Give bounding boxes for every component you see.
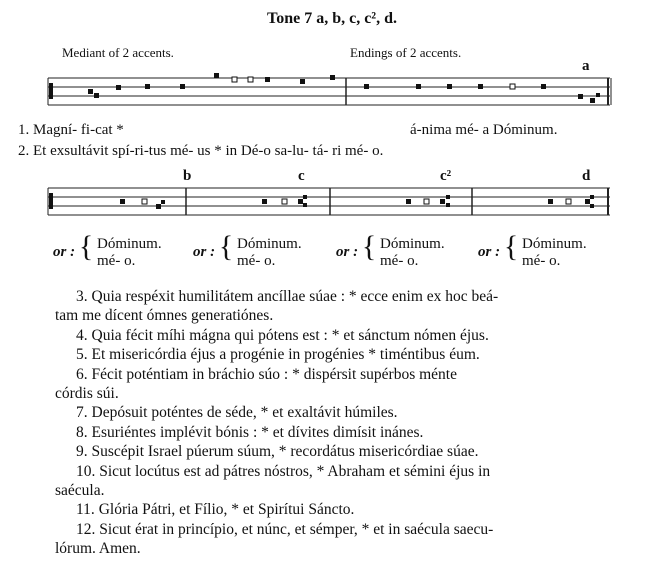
brace-icon: { — [503, 230, 519, 263]
verse-line — [55, 385, 119, 403]
mediant-caption: Mediant of 2 accents. — [62, 45, 174, 60]
verse-line — [76, 346, 480, 364]
ending-label-a: a — [582, 58, 590, 74]
verse-number: 8. — [76, 423, 92, 441]
verse-number: 10. — [76, 462, 100, 480]
verse-line — [76, 327, 489, 345]
verse-text: Depósuit poténtes de séde, * et exaltávit húmiles. — [91, 404, 398, 422]
verse-text: córdis súi. — [55, 385, 119, 402]
verse-text: Quia fécit míhi mágna qui pótens est : * et sánctum nómen éjus. — [91, 326, 489, 344]
brace-icon: { — [361, 230, 377, 263]
verse-number: 12. — [76, 520, 100, 538]
or-label: or : — [336, 244, 359, 260]
verse-number: 6. — [76, 365, 92, 383]
verse-line — [76, 424, 423, 442]
or-label: or : — [53, 244, 76, 260]
ending-bottom: mé- o. — [97, 252, 136, 269]
ending-bottom: mé- o. — [380, 252, 419, 269]
verse-number: 4. — [76, 326, 92, 344]
ending-bottom: mé- o. — [237, 252, 276, 269]
page-title: Tone 7 a, b, c, c², d. — [267, 10, 397, 27]
verse-line — [76, 366, 457, 384]
ending-label-c2: c² — [440, 168, 452, 184]
verse-line — [76, 443, 478, 461]
ending-alt-b — [53, 232, 162, 270]
verse-text: Esuriéntes implévit bónis : * et dívites dimísit inánes. — [91, 423, 424, 441]
verse-line — [76, 501, 354, 519]
ending-alt-c — [193, 232, 302, 270]
text-line-2: 2. Et exsultávit spí-ri-tus mé- us * in Dé-o sa-lu- tá- ri mé- o. — [18, 143, 384, 159]
verse-line — [55, 482, 104, 500]
ending-bottom: mé- o. — [522, 252, 561, 269]
verse-line — [76, 288, 498, 306]
verse-number: 7. — [76, 404, 92, 422]
verse-line — [55, 540, 141, 558]
verse-text: Quia respéxit humilitátem ancíllae súae : * ecce enim ex hoc beá- — [91, 288, 499, 305]
verse-text: saécula. — [55, 482, 105, 499]
ending-top: Dóminum. — [522, 235, 587, 252]
verse-number: 3. — [76, 288, 92, 305]
verse-text: Suscépit Israel púerum súum, * recordátus misericórdiae súae. — [91, 443, 479, 461]
verse-number: 9. — [76, 443, 92, 461]
verse-line — [76, 463, 490, 481]
verse-number: 5. — [76, 346, 92, 364]
verse-text: Et misericórdia éjus a progénie in progénies * timéntibus éum. — [91, 346, 480, 364]
text-line-1-right: á-nima mé- a Dóminum. — [410, 122, 558, 138]
ending-alt-c2 — [336, 232, 445, 270]
verse-number: 11. — [76, 501, 99, 519]
verse-line — [76, 521, 493, 539]
verse-line — [55, 307, 273, 325]
text-line-1-left: 1. Magní- fi-cat * — [18, 122, 124, 138]
ending-label-b: b — [183, 168, 192, 184]
endings-caption: Endings of 2 accents. — [350, 45, 462, 60]
verse-text: Glória Pátri, et Fílio, * et Spirítui Sáncto. — [98, 501, 355, 519]
verse-text: tam me dícent ómnes generatiónes. — [55, 307, 274, 325]
brace-icon: { — [218, 230, 234, 263]
verse-text: lórum. Amen. — [55, 540, 141, 558]
verse-text: Fécit poténtiam in bráchio súo : * dispérsit supérbos ménte — [91, 365, 457, 383]
ending-top: Dóminum. — [237, 235, 302, 252]
ending-alt-d — [478, 232, 587, 270]
verse-line — [76, 404, 398, 422]
brace-icon: { — [78, 230, 94, 263]
ending-top: Dóminum. — [97, 235, 162, 252]
or-label: or : — [478, 244, 501, 260]
or-label: or : — [193, 244, 216, 260]
verse-text: Sicut locútus est ad pátres nóstros, * Abraham et sémini éjus in — [99, 462, 491, 480]
ending-label-d: d — [582, 168, 591, 184]
ending-label-c: c — [298, 168, 305, 184]
ending-top: Dóminum. — [380, 235, 445, 252]
verse-text: Sicut érat in princípio, et núnc, et sémper, * et in saécula saecu- — [99, 520, 494, 538]
